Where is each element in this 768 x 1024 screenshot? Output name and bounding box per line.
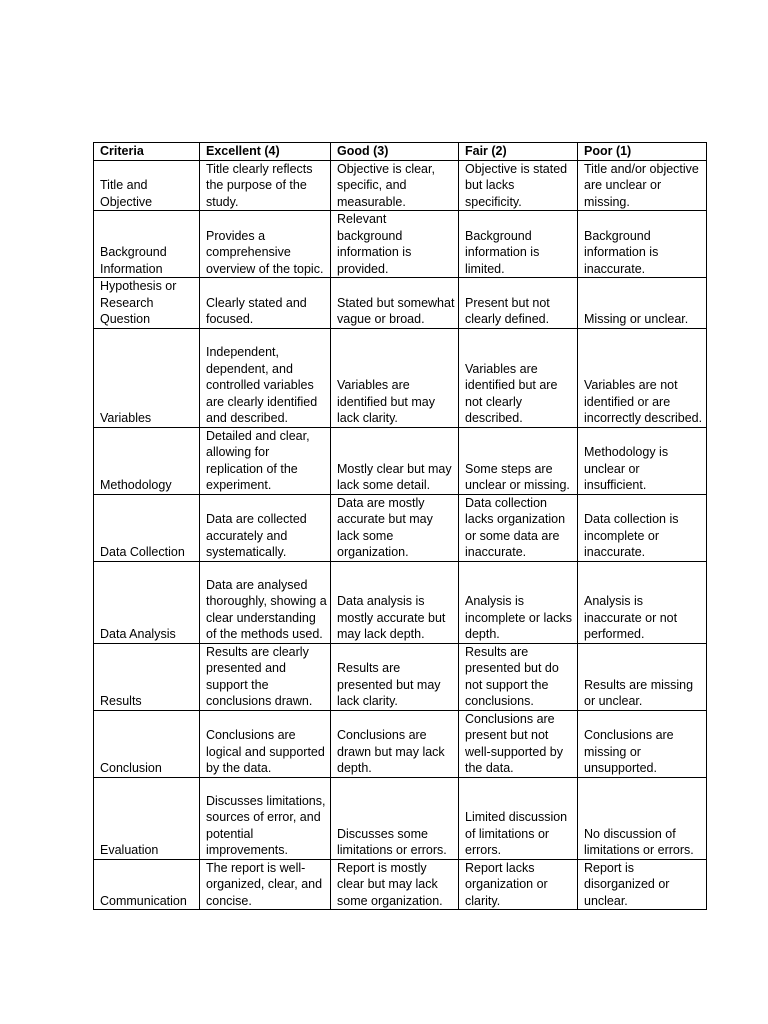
excellent-cell: Data are analysed thoroughly, showing a clear understanding of the methods used. xyxy=(200,561,331,643)
header-fair: Fair (2) xyxy=(459,143,578,161)
good-cell: Data analysis is mostly accurate but may lack depth. xyxy=(331,561,459,643)
fair-cell: Analysis is incomplete or lacks depth. xyxy=(459,561,578,643)
good-cell: Stated but somewhat vague or broad. xyxy=(331,278,459,329)
excellent-cell: Detailed and clear, allowing for replication of the experiment. xyxy=(200,427,331,494)
table-row xyxy=(94,710,707,777)
fair-cell: Report lacks organization or clarity. xyxy=(459,859,578,910)
table-row xyxy=(94,211,707,278)
criteria-cell: Background Information xyxy=(94,211,200,278)
criteria-cell: Hypothesis or Research Question xyxy=(94,278,200,329)
poor-cell: No discussion of limitations or errors. xyxy=(578,777,707,859)
good-cell: Discusses some limitations or errors. xyxy=(331,777,459,859)
excellent-cell: Title clearly reflects the purpose of the study. xyxy=(200,160,331,211)
table-row xyxy=(94,561,707,643)
table-row xyxy=(94,494,707,561)
fair-cell: Background information is limited. xyxy=(459,211,578,278)
fair-cell: Variables are identified but are not clearly described. xyxy=(459,328,578,427)
criteria-cell: Results xyxy=(94,643,200,710)
fair-cell: Results are presented but do not support the conclusions. xyxy=(459,643,578,710)
fair-cell: Some steps are unclear or missing. xyxy=(459,427,578,494)
table-row xyxy=(94,160,707,211)
header-criteria: Criteria xyxy=(94,143,200,161)
criteria-cell: Data Collection xyxy=(94,494,200,561)
excellent-cell: Discusses limitations, sources of error, and potential improvements. xyxy=(200,777,331,859)
excellent-cell: The report is well-organized, clear, and concise. xyxy=(200,859,331,910)
header-good: Good (3) xyxy=(331,143,459,161)
criteria-cell: Evaluation xyxy=(94,777,200,859)
table-row xyxy=(94,777,707,859)
good-cell: Variables are identified but may lack clarity. xyxy=(331,328,459,427)
rubric-table xyxy=(93,142,707,910)
good-cell: Relevant background information is provided. xyxy=(331,211,459,278)
poor-cell: Methodology is unclear or insufficient. xyxy=(578,427,707,494)
header-row xyxy=(94,143,707,161)
fair-cell: Present but not clearly defined. xyxy=(459,278,578,329)
table-row xyxy=(94,278,707,329)
fair-cell: Limited discussion of limitations or errors. xyxy=(459,777,578,859)
criteria-cell: Conclusion xyxy=(94,710,200,777)
table-row xyxy=(94,328,707,427)
excellent-cell: Provides a comprehensive overview of the topic. xyxy=(200,211,331,278)
criteria-cell: Data Analysis xyxy=(94,561,200,643)
good-cell: Data are mostly accurate but may lack some organization. xyxy=(331,494,459,561)
criteria-cell: Communication xyxy=(94,859,200,910)
excellent-cell: Results are clearly presented and support the conclusions drawn. xyxy=(200,643,331,710)
criteria-cell: Title and Objective xyxy=(94,160,200,211)
good-cell: Results are presented but may lack clarity. xyxy=(331,643,459,710)
table-row xyxy=(94,643,707,710)
criteria-cell: Variables xyxy=(94,328,200,427)
good-cell: Conclusions are drawn but may lack depth. xyxy=(331,710,459,777)
excellent-cell: Clearly stated and focused. xyxy=(200,278,331,329)
fair-cell: Conclusions are present but not well-supported by the data. xyxy=(459,710,578,777)
excellent-cell: Conclusions are logical and supported by the data. xyxy=(200,710,331,777)
fair-cell: Objective is stated but lacks specificity. xyxy=(459,160,578,211)
poor-cell: Missing or unclear. xyxy=(578,278,707,329)
poor-cell: Title and/or objective are unclear or missing. xyxy=(578,160,707,211)
poor-cell: Analysis is inaccurate or not performed. xyxy=(578,561,707,643)
fair-cell: Data collection lacks organization or some data are inaccurate. xyxy=(459,494,578,561)
header-excellent: Excellent (4) xyxy=(200,143,331,161)
good-cell: Report is mostly clear but may lack some organization. xyxy=(331,859,459,910)
poor-cell: Conclusions are missing or unsupported. xyxy=(578,710,707,777)
rubric-header xyxy=(94,143,707,161)
rubric-body xyxy=(94,160,707,910)
good-cell: Mostly clear but may lack some detail. xyxy=(331,427,459,494)
poor-cell: Report is disorganized or unclear. xyxy=(578,859,707,910)
poor-cell: Variables are not identified or are incorrectly described. xyxy=(578,328,707,427)
table-row xyxy=(94,427,707,494)
poor-cell: Background information is inaccurate. xyxy=(578,211,707,278)
excellent-cell: Independent, dependent, and controlled variables are clearly identified and described. xyxy=(200,328,331,427)
criteria-cell: Methodology xyxy=(94,427,200,494)
table-row xyxy=(94,859,707,910)
excellent-cell: Data are collected accurately and systematically. xyxy=(200,494,331,561)
good-cell: Objective is clear, specific, and measurable. xyxy=(331,160,459,211)
header-poor: Poor (1) xyxy=(578,143,707,161)
poor-cell: Results are missing or unclear. xyxy=(578,643,707,710)
poor-cell: Data collection is incomplete or inaccurate. xyxy=(578,494,707,561)
